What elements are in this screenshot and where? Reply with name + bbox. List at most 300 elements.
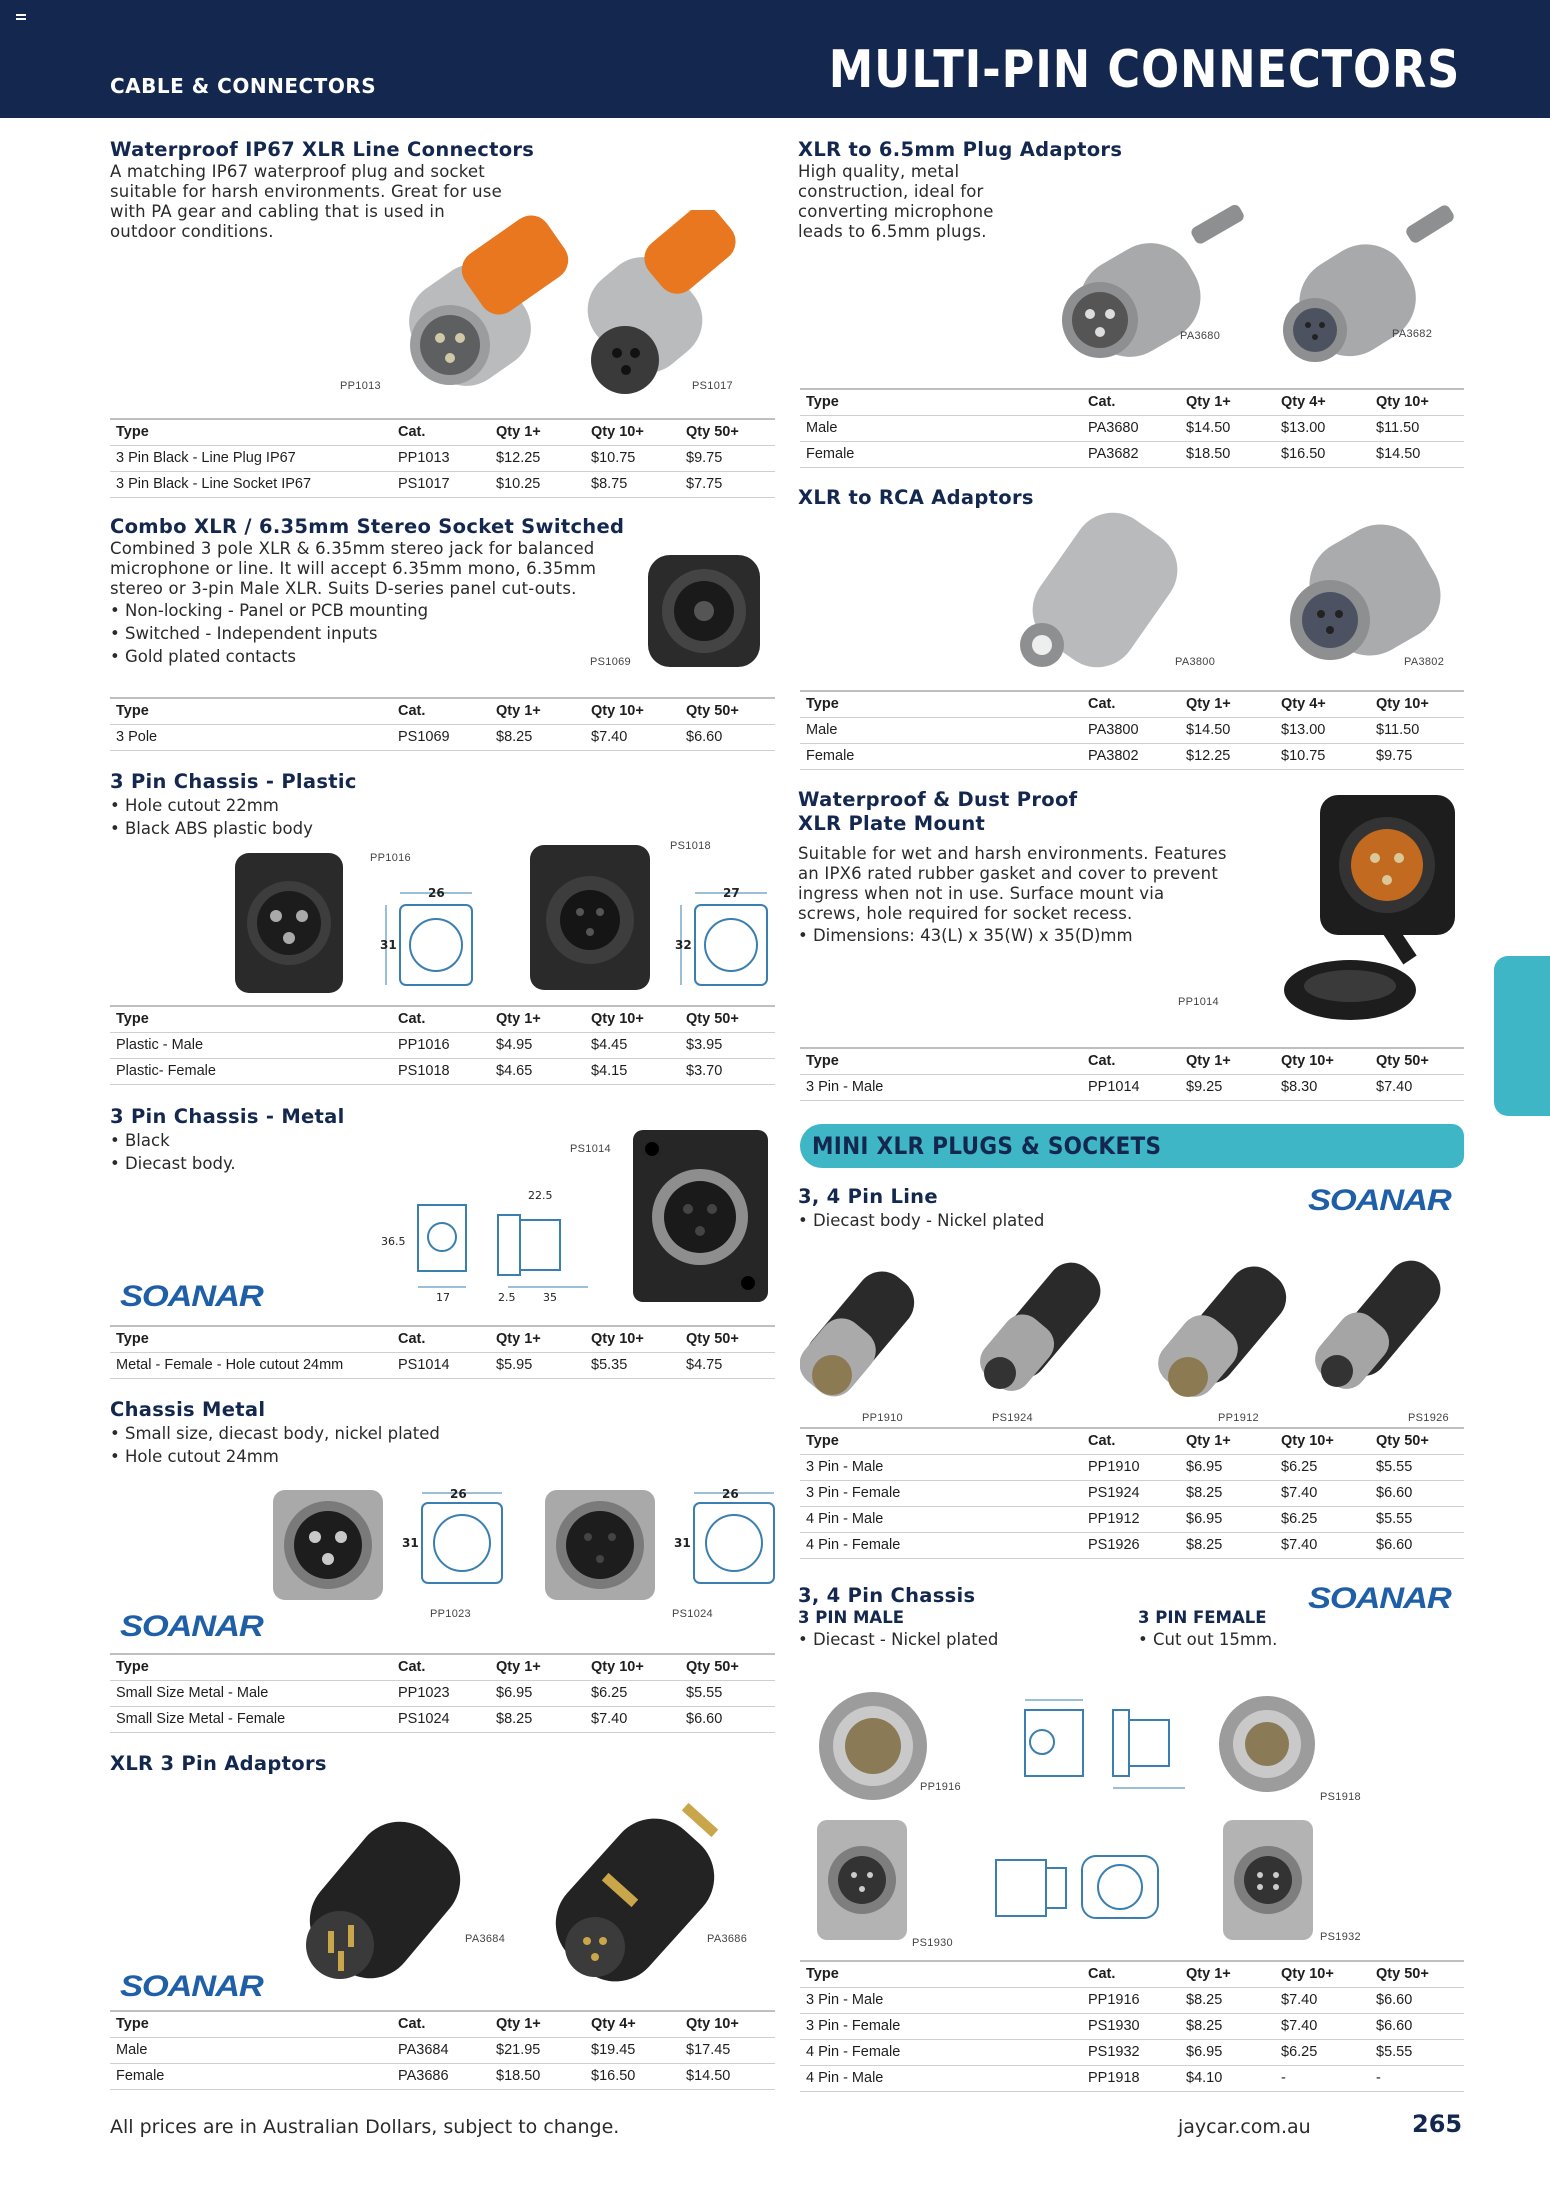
table-cell: $14.50 (1180, 717, 1275, 743)
mini-chassis-dimension-diagram-2 (990, 1848, 1175, 1928)
table-row (800, 1454, 1464, 1480)
column-header: Type (110, 2011, 392, 2037)
table-cell: $8.25 (1180, 2013, 1275, 2039)
table-row (800, 743, 1464, 769)
table-row (800, 1532, 1464, 1558)
section-title: Waterproof & Dust Proof XLR Plate Mount (798, 788, 1078, 835)
table-cell: PS1932 (1082, 2039, 1180, 2065)
table-cell: $7.40 (1275, 1532, 1370, 1558)
column-header: Cat. (1082, 1961, 1180, 1987)
product-code-label: PS1924 (992, 1412, 1033, 1424)
table-cell: 3 Pin - Male (800, 1074, 1082, 1100)
soanar-logo: SOANAR (120, 1970, 263, 2003)
column-header: Cat. (1082, 691, 1180, 717)
table-cell: $10.75 (1275, 743, 1370, 769)
column-header: Qty 10+ (1370, 389, 1464, 415)
table-cell: 3 Pin - Female (800, 1480, 1082, 1506)
column-header: Qty 10+ (680, 2011, 775, 2037)
mini-chassis-pp1916-image (815, 1690, 935, 1805)
table-cell: $12.25 (1180, 743, 1275, 769)
column-header: Type (800, 1048, 1082, 1074)
mini-chassis-ps1918-image (1215, 1692, 1320, 1797)
table-cell: $6.95 (1180, 1506, 1275, 1532)
table-cell: $5.55 (1370, 2039, 1464, 2065)
table-cell: PP1013 (392, 445, 490, 471)
section-title: Chassis Metal (110, 1398, 266, 1421)
table-cell: $4.75 (680, 1352, 775, 1378)
section-desc: Suitable for wet and harsh environments. Features an IPX6 rated rubber gasket and cover to prevent ingress when not in use. Surface mount via screws, hole required for socket recess. (798, 844, 1227, 923)
column-header: Qty 1+ (1180, 1428, 1275, 1454)
table-cell: 4 Pin - Male (800, 1506, 1082, 1532)
column-header: Qty 50+ (680, 1654, 775, 1680)
svg-text:27: 27 (723, 886, 740, 900)
table-cell: PS1926 (1082, 1532, 1180, 1558)
column-header: Qty 1+ (490, 698, 585, 724)
table-cell: $17.45 (680, 2037, 775, 2063)
product-code-label: PS1926 (1408, 1412, 1449, 1424)
table-row (800, 2013, 1464, 2039)
table-cell: $6.60 (1370, 1987, 1464, 2013)
table-cell: $3.95 (680, 1032, 775, 1058)
column-header: Type (110, 419, 392, 445)
column-header: Qty 1+ (1180, 1961, 1275, 1987)
table-row (800, 1074, 1464, 1100)
section-bullets: • Dimensions: 43(L) x 35(W) x 35(D)mm (798, 926, 1133, 945)
section-bullets: • Hole cutout 22mm • Black ABS plastic body (110, 796, 313, 838)
svg-text:31: 31 (674, 1536, 691, 1550)
table-cell: Plastic- Female (110, 1058, 392, 1084)
column-header: Cat. (392, 2011, 490, 2037)
plastic-male-dimension-diagram (380, 885, 480, 1005)
column-header: Qty 10+ (585, 1654, 680, 1680)
table-cell: $13.00 (1275, 415, 1370, 441)
table-cell: $9.75 (680, 445, 775, 471)
svg-text:26: 26 (722, 1487, 739, 1501)
column-header: Qty 10+ (585, 1326, 680, 1352)
section-bullets: • Small size, diecast body, nickel plated • Hole cutout 24mm (110, 1424, 440, 1466)
section-bullets: • Diecast body - Nickel plated (798, 1211, 1045, 1230)
table-cell: PS1024 (392, 1706, 490, 1732)
table-row (800, 1987, 1464, 2013)
table-cell: PS1930 (1082, 2013, 1180, 2039)
section-chassis-plastic (110, 770, 770, 840)
male-subtitle: 3 PIN MALE (798, 1608, 904, 1627)
section-title: 3, 4 Pin Line (798, 1185, 938, 1208)
table-cell: $4.45 (585, 1032, 680, 1058)
svg-text:32: 32 (675, 938, 692, 952)
column-header: Type (110, 1006, 392, 1032)
table-cell: $6.25 (1275, 1454, 1370, 1480)
section-title: XLR to 6.5mm Plug Adaptors (798, 138, 1123, 161)
table-cell: PA3680 (1082, 415, 1180, 441)
column-header: Qty 1+ (490, 1006, 585, 1032)
table-header-row (800, 1961, 1464, 1987)
column-header: Cat. (392, 419, 490, 445)
column-header: Qty 50+ (680, 419, 775, 445)
column-header: Cat. (392, 1326, 490, 1352)
table-cell: $16.50 (1275, 441, 1370, 467)
product-code-label: PP1910 (862, 1412, 903, 1424)
plug65-male-image (1040, 190, 1260, 380)
table-cell: Male (800, 415, 1082, 441)
table-cell: - (1275, 2065, 1370, 2091)
section-bullets: • Non-locking - Panel or PCB mounting • Switched - Independent inputs • Gold plated contacts (110, 601, 429, 666)
section-title: 3, 4 Pin Chassis (798, 1584, 976, 1607)
table-cell: $6.95 (490, 1680, 585, 1706)
price-table-combo (110, 697, 775, 751)
section-desc: A matching IP67 waterproof plug and socket suitable for harsh environments. Great for use with PA gear and cabling that is used in outdoor conditions. (110, 162, 502, 241)
table-header-row (800, 691, 1464, 717)
product-code-label: PS1932 (1320, 1931, 1361, 1943)
table-cell: 4 Pin - Female (800, 2039, 1082, 2065)
page-number: 265 (1412, 2110, 1463, 2138)
column-header: Type (110, 1326, 392, 1352)
table-row (110, 1058, 775, 1084)
table-cell: $4.65 (490, 1058, 585, 1084)
svg-text:17: 17 (436, 1291, 450, 1304)
table-cell: $6.25 (1275, 1506, 1370, 1532)
price-table-mini-line (800, 1427, 1464, 1559)
price-table-ip67 (110, 418, 775, 498)
female-subtitle: 3 PIN FEMALE (1138, 1608, 1267, 1627)
product-code-label: PA3680 (1180, 330, 1221, 342)
price-table-mini-chassis (800, 1960, 1464, 2092)
table-row (110, 471, 775, 497)
column-header: Qty 1+ (490, 2011, 585, 2037)
mini-line-pp1912-image (1152, 1245, 1312, 1405)
column-header: Qty 4+ (1275, 691, 1370, 717)
table-cell: $6.60 (1370, 2013, 1464, 2039)
plug65-female-image (1270, 195, 1470, 380)
table-cell: $16.50 (585, 2063, 680, 2089)
table-cell: Male (110, 2037, 392, 2063)
column-header: Type (110, 698, 392, 724)
table-cell: - (1370, 2065, 1464, 2091)
plastic-female-image (525, 840, 655, 995)
mini-chassis-ps1932-image (1218, 1815, 1318, 1945)
table-cell: PP1910 (1082, 1454, 1180, 1480)
column-header: Qty 10+ (1275, 1428, 1370, 1454)
table-cell: PS1014 (392, 1352, 490, 1378)
column-header: Qty 10+ (585, 1006, 680, 1032)
adaptor-male-image (290, 1795, 490, 1990)
table-cell: $7.40 (585, 724, 680, 750)
table-cell: $9.25 (1180, 1074, 1275, 1100)
price-table-rca (800, 690, 1464, 770)
section-bullets: • Black • Diecast body. (110, 1131, 236, 1173)
table-cell: 3 Pin - Male (800, 1987, 1082, 2013)
table-cell: $6.60 (1370, 1480, 1464, 1506)
rca-male-image (1000, 495, 1200, 675)
table-cell: $8.75 (585, 471, 680, 497)
table-cell: $6.60 (680, 724, 775, 750)
column-header: Qty 10+ (1275, 1048, 1370, 1074)
ip67-connectors-image (395, 210, 785, 400)
column-header: Qty 4+ (585, 2011, 680, 2037)
mini-line-ps1924-image (970, 1245, 1120, 1405)
chassis-metal-female-image (540, 1485, 660, 1605)
table-header-row (110, 1326, 775, 1352)
column-header: Qty 50+ (1370, 1961, 1464, 1987)
table-cell: $6.25 (585, 1680, 680, 1706)
svg-text:26: 26 (450, 1487, 467, 1501)
svg-text:36.5: 36.5 (381, 1235, 406, 1248)
table-cell: $8.25 (490, 724, 585, 750)
product-code-label: PS1918 (1320, 1791, 1361, 1803)
table-cell: PP1023 (392, 1680, 490, 1706)
section-title: Waterproof IP67 XLR Line Connectors (110, 138, 535, 161)
column-header: Cat. (1082, 1048, 1180, 1074)
price-table-chassis-metal (110, 1653, 775, 1733)
table-row (110, 2063, 775, 2089)
table-cell: $8.30 (1275, 1074, 1370, 1100)
table-cell: $7.75 (680, 471, 775, 497)
table-cell: $6.60 (680, 1706, 775, 1732)
table-cell: Female (800, 441, 1082, 467)
table-cell: Male (800, 717, 1082, 743)
section-title: 3 Pin Chassis - Metal (110, 1105, 345, 1128)
table-cell: 3 Pole (110, 724, 392, 750)
table-cell: PS1924 (1082, 1480, 1180, 1506)
table-row (110, 1032, 775, 1058)
table-cell: PA3684 (392, 2037, 490, 2063)
section-title: XLR to RCA Adaptors (798, 486, 1034, 509)
metal-female-image (628, 1125, 773, 1307)
table-cell: $6.95 (1180, 2039, 1275, 2065)
section-side-tab[interactable] (1494, 956, 1550, 1116)
price-table-xlr-adaptors (110, 2010, 775, 2090)
column-header: Qty 1+ (490, 419, 585, 445)
table-cell: 3 Pin - Female (800, 2013, 1082, 2039)
column-header: Cat. (1082, 389, 1180, 415)
table-cell: $11.50 (1370, 415, 1464, 441)
table-cell: $3.70 (680, 1058, 775, 1084)
adaptor-female-image (540, 1795, 760, 1995)
table-cell: $9.75 (1370, 743, 1464, 769)
product-code-label: PS1014 (570, 1143, 611, 1155)
column-header: Qty 4+ (1275, 389, 1370, 415)
chassis-metal-female-dimension-diagram (672, 1485, 782, 1595)
soanar-logo: SOANAR (1308, 1582, 1451, 1615)
table-header-row (800, 389, 1464, 415)
product-code-label: PA3684 (465, 1933, 506, 1945)
column-header: Qty 10+ (585, 419, 680, 445)
product-code-label: PP1016 (370, 852, 411, 864)
table-cell: $7.40 (1275, 1987, 1370, 2013)
column-header: Cat. (392, 698, 490, 724)
section-title: 3 Pin Chassis - Plastic (110, 770, 357, 793)
plate-mount-image (1270, 790, 1465, 1030)
chassis-metal-male-image (268, 1485, 388, 1605)
product-code-label: PA3686 (707, 1933, 748, 1945)
svg-text:2.5: 2.5 (498, 1291, 516, 1304)
table-header-row (110, 1006, 775, 1032)
table-cell: Metal - Female - Hole cutout 24mm (110, 1352, 392, 1378)
column-header: Qty 1+ (1180, 691, 1275, 717)
product-code-label: PP1916 (920, 1781, 961, 1793)
table-cell: $5.55 (1370, 1454, 1464, 1480)
price-table-metal (110, 1325, 775, 1379)
price-disclaimer: All prices are in Australian Dollars, subject to change. (110, 2116, 620, 2138)
table-header-row (110, 2011, 775, 2037)
product-code-label: PS1017 (692, 380, 733, 392)
section-xlr-adaptors (110, 1752, 770, 1776)
header-bar (0, 0, 1550, 118)
table-cell: Small Size Metal - Male (110, 1680, 392, 1706)
price-table-plate-mount (800, 1047, 1464, 1101)
table-row (110, 2037, 775, 2063)
table-cell: PA3682 (1082, 441, 1180, 467)
product-code-label: PP1023 (430, 1608, 471, 1620)
table-header-row (110, 698, 775, 724)
section-bullets: • Cut out 15mm. (1138, 1630, 1278, 1649)
table-cell: $8.25 (1180, 1532, 1275, 1558)
table-cell: Small Size Metal - Female (110, 1706, 392, 1732)
section-plate-mount (798, 788, 1268, 947)
table-cell: $10.75 (585, 445, 680, 471)
column-header: Qty 50+ (1370, 1428, 1464, 1454)
table-cell: $5.35 (585, 1352, 680, 1378)
table-cell: $14.50 (680, 2063, 775, 2089)
mini-line-pp1910-image (800, 1245, 950, 1405)
table-cell: $10.25 (490, 471, 585, 497)
section-desc: High quality, metal construction, ideal for converting microphone leads to 6.5mm plugs. (798, 162, 994, 241)
product-code-label: PP1014 (1178, 996, 1219, 1008)
soanar-logo: SOANAR (120, 1280, 263, 1313)
svg-text:22.5: 22.5 (528, 1189, 553, 1202)
column-header: Qty 50+ (680, 1006, 775, 1032)
column-header: Cat. (392, 1654, 490, 1680)
plastic-male-image (230, 848, 348, 998)
column-header: Type (800, 1428, 1082, 1454)
table-cell: $8.25 (1180, 1480, 1275, 1506)
column-header: Qty 1+ (1180, 1048, 1275, 1074)
table-cell: PP1916 (1082, 1987, 1180, 2013)
plastic-female-dimension-diagram (675, 885, 775, 1005)
column-header: Type (110, 1654, 392, 1680)
table-cell: 4 Pin - Female (800, 1532, 1082, 1558)
svg-text:31: 31 (402, 1536, 419, 1550)
chassis-metal-male-dimension-diagram (400, 1485, 510, 1595)
section-bullets: • Diecast - Nickel plated (798, 1630, 999, 1649)
table-cell: PP1918 (1082, 2065, 1180, 2091)
section-title: XLR 3 Pin Adaptors (110, 1752, 327, 1775)
website-link[interactable]: jaycar.com.au (1178, 2116, 1311, 2138)
metal-dimension-diagram (378, 1185, 608, 1305)
table-cell: $14.50 (1180, 415, 1275, 441)
price-table-65mm (800, 388, 1464, 468)
table-cell: PS1017 (392, 471, 490, 497)
table-cell: Plastic - Male (110, 1032, 392, 1058)
product-code-label: PA3800 (1175, 656, 1216, 668)
section-title: Combo XLR / 6.35mm Stereo Socket Switched (110, 515, 625, 538)
column-header: Qty 50+ (680, 698, 775, 724)
table-row (110, 1706, 775, 1732)
column-header: Qty 1+ (490, 1326, 585, 1352)
product-code-label: PA3682 (1392, 328, 1433, 340)
table-cell: $6.25 (1275, 2039, 1370, 2065)
table-cell: $18.50 (1180, 441, 1275, 467)
soanar-logo: SOANAR (1308, 1184, 1451, 1217)
column-header: Qty 50+ (1370, 1048, 1464, 1074)
table-cell: PP1912 (1082, 1506, 1180, 1532)
section-mini-line (798, 1185, 1298, 1232)
combo-socket-image (640, 545, 770, 675)
column-header: Type (800, 1961, 1082, 1987)
table-cell: $13.00 (1275, 717, 1370, 743)
table-cell: PS1018 (392, 1058, 490, 1084)
table-row (800, 1506, 1464, 1532)
page-title: MULTI-PIN CONNECTORS (828, 40, 1460, 100)
svg-text:31: 31 (380, 938, 397, 952)
table-cell: $4.15 (585, 1058, 680, 1084)
table-cell: $5.55 (1370, 1506, 1464, 1532)
table-cell: $8.25 (490, 1706, 585, 1732)
table-cell: $12.25 (490, 445, 585, 471)
table-row (800, 2039, 1464, 2065)
table-cell: $6.60 (1370, 1532, 1464, 1558)
table-row (800, 717, 1464, 743)
table-header-row (800, 1048, 1464, 1074)
product-code-label: PP1912 (1218, 1412, 1259, 1424)
price-table-plastic (110, 1005, 775, 1085)
column-header: Qty 10+ (1275, 1961, 1370, 1987)
product-code-label: PS1018 (670, 840, 711, 852)
column-header: Cat. (1082, 1428, 1180, 1454)
table-header-row (110, 1654, 775, 1680)
product-code-label: PP1013 (340, 380, 381, 392)
table-cell: 3 Pin - Male (800, 1454, 1082, 1480)
table-cell: $8.25 (1180, 1987, 1275, 2013)
table-cell: 3 Pin Black - Line Socket IP67 (110, 471, 392, 497)
table-row (800, 1480, 1464, 1506)
xlr-socket-ip67-image (571, 210, 743, 394)
table-row (110, 724, 775, 750)
table-cell: 3 Pin Black - Line Plug IP67 (110, 445, 392, 471)
svg-text:35: 35 (543, 1291, 557, 1304)
xlr-plug-ip67-image (395, 210, 576, 400)
table-cell: $4.10 (1180, 2065, 1275, 2091)
table-cell: $4.95 (490, 1032, 585, 1058)
column-header: Qty 10+ (585, 698, 680, 724)
table-row (800, 2065, 1464, 2091)
category-label: CABLE & CONNECTORS (110, 74, 377, 98)
table-cell: PA3686 (392, 2063, 490, 2089)
table-cell: $5.55 (680, 1680, 775, 1706)
table-cell: PA3800 (1082, 717, 1180, 743)
table-cell: $11.50 (1370, 717, 1464, 743)
table-cell: PS1069 (392, 724, 490, 750)
menu-icon[interactable] (16, 14, 26, 24)
column-header: Type (800, 389, 1082, 415)
table-cell: PA3802 (1082, 743, 1180, 769)
table-cell: PP1016 (392, 1032, 490, 1058)
table-cell: $5.95 (490, 1352, 585, 1378)
table-row (800, 441, 1464, 467)
table-cell: $18.50 (490, 2063, 585, 2089)
rca-female-image (1275, 500, 1475, 675)
section-mini-chassis (798, 1584, 1098, 1651)
table-row (110, 1680, 775, 1706)
column-header: Qty 50+ (680, 1326, 775, 1352)
section-chassis-metal-small (110, 1398, 770, 1468)
table-cell: $7.40 (1370, 1074, 1464, 1100)
table-row (110, 1352, 775, 1378)
section-desc: Combined 3 pole XLR & 6.35mm stereo jack for balanced microphone or line. It will accept 6.35mm mono, 6.35mm stereo or 3-pin Male XLR. Suits D-series panel cut-outs. (110, 539, 597, 598)
column-header: Qty 10+ (1370, 691, 1464, 717)
table-cell: $6.95 (1180, 1454, 1275, 1480)
product-code-label: PS1069 (590, 656, 631, 668)
